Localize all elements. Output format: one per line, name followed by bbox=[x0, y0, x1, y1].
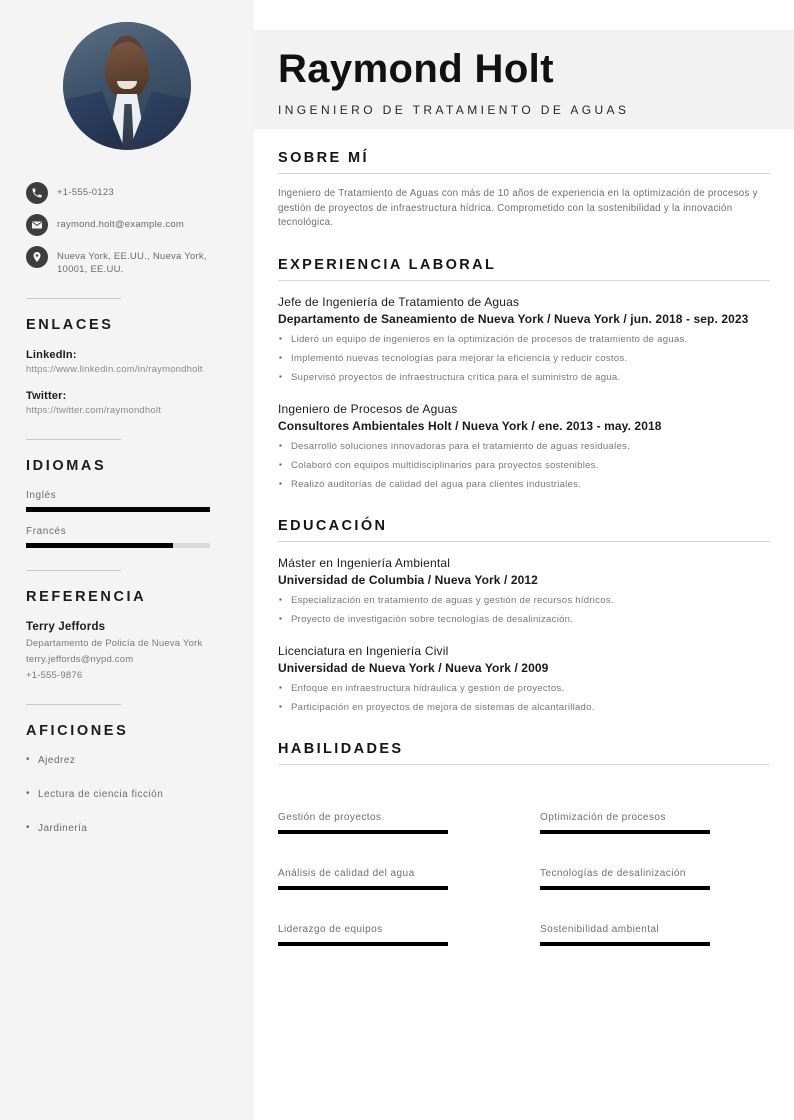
list-item: • Ajedrez bbox=[26, 755, 228, 766]
skill-name: Sostenibilidad ambiental bbox=[540, 923, 660, 935]
list-item: ▪ Desarrolló soluciones innovadoras para el tratamiento de aguas residuales. bbox=[278, 440, 770, 454]
link-label-twitter: Twitter: bbox=[26, 390, 67, 402]
main-body bbox=[278, 150, 770, 972]
list-item: ▪ Especialización en tratamiento de aguas y gestión de recursos hídricos. bbox=[278, 594, 770, 608]
contact-list bbox=[26, 182, 228, 276]
section-heading-education: EDUCACIÓN bbox=[278, 517, 388, 534]
about-text: Ingeniero de Tratamiento de Aguas con más de 10 años de experiencia en la optimización de procesos y gestión de proyectos de infraestructura hídrica. Comprometido con la sostenibilidad y la innovación tecnológica. bbox=[278, 188, 758, 228]
divider-links bbox=[26, 298, 121, 299]
link-item-twitter bbox=[26, 390, 228, 417]
section-heading-hobbies: AFICIONES bbox=[26, 723, 129, 739]
education-title: Máster en Ingeniería Ambiental bbox=[278, 555, 451, 570]
skill-item bbox=[278, 890, 510, 946]
page-title: Raymond Holt bbox=[278, 47, 554, 91]
reference-email[interactable]: terry.jeffords@nypd.com bbox=[26, 654, 134, 665]
section-experience bbox=[278, 257, 770, 492]
experience-entry bbox=[278, 401, 770, 492]
section-heading-reference: REFERENCIA bbox=[26, 589, 147, 605]
section-heading-skills: HABILIDADES bbox=[278, 740, 404, 757]
list-item: • Lectura de ciencia ficción bbox=[26, 789, 228, 800]
name-banner bbox=[254, 30, 794, 129]
job-title: INGENIERO DE TRATAMIENTO DE AGUAS bbox=[278, 103, 630, 117]
education-bullets bbox=[278, 682, 770, 715]
education-entry bbox=[278, 555, 770, 627]
language-item bbox=[26, 490, 228, 512]
skill-name: Gestión de proyectos bbox=[278, 811, 382, 823]
skill-name: Optimización de procesos bbox=[540, 811, 666, 823]
experience-title: Ingeniero de Procesos de Aguas bbox=[278, 401, 458, 416]
link-item-linkedin bbox=[26, 349, 228, 376]
language-bar-track bbox=[26, 507, 210, 512]
reference-phone: +1-555-9876 bbox=[26, 670, 83, 681]
skill-item bbox=[540, 890, 772, 946]
language-name: Inglés bbox=[26, 490, 57, 501]
section-heading-languages: IDIOMAS bbox=[26, 458, 107, 474]
list-item: • Jardinería bbox=[26, 823, 228, 834]
education-bullets bbox=[278, 594, 770, 627]
contact-phone bbox=[26, 182, 228, 204]
skill-item bbox=[278, 834, 510, 890]
language-bar-fill bbox=[26, 543, 173, 548]
section-education bbox=[278, 518, 770, 715]
list-item: ▪ Realizó auditorías de calidad del agua para clientes industriales. bbox=[278, 478, 770, 492]
email-text: raymond.holt@example.com bbox=[57, 219, 185, 230]
list-item: ▪ Lideró un equipo de ingenieros en la optimización de procesos de tratamiento de aguas. bbox=[278, 333, 770, 347]
skill-name: Liderazgo de equipos bbox=[278, 923, 383, 935]
section-rule bbox=[278, 173, 770, 174]
link-label-linkedin: LinkedIn: bbox=[26, 349, 77, 361]
language-item bbox=[26, 526, 228, 548]
experience-bullets bbox=[278, 440, 770, 492]
hobby-list bbox=[26, 755, 228, 834]
reference-organization: Departamento de Policía de Nueva York bbox=[26, 638, 203, 649]
education-meta: Universidad de Columbia / Nueva York / 2012 bbox=[278, 572, 538, 587]
section-heading-links: ENLACES bbox=[26, 317, 114, 333]
divider-reference bbox=[26, 570, 121, 571]
link-url-linkedin[interactable]: https://www.linkedin.com/in/raymondholt bbox=[26, 364, 203, 375]
list-item: ▪ Proyecto de investigación sobre tecnologías de desalinización. bbox=[278, 613, 770, 627]
experience-bullets bbox=[278, 333, 770, 385]
language-name: Francés bbox=[26, 526, 67, 537]
section-about bbox=[278, 150, 770, 231]
list-item: ▪ Participación en proyectos de mejora de sistemas de alcantarillado. bbox=[278, 701, 770, 715]
divider-hobbies bbox=[26, 704, 121, 705]
section-heading-experience: EXPERIENCIA LABORAL bbox=[278, 256, 497, 273]
skill-bar-fill bbox=[278, 942, 448, 946]
list-item: ▪ Supervisó proyectos de infraestructura crítica para el suministro de agua. bbox=[278, 371, 770, 385]
divider-languages bbox=[26, 439, 121, 440]
phone-text: +1-555-0123 bbox=[57, 187, 114, 198]
location-pin-icon bbox=[26, 246, 48, 268]
skill-item bbox=[540, 778, 772, 834]
language-bar-track bbox=[26, 543, 210, 548]
list-item: ▪ Colaboró con equipos multidisciplinarios para proyectos sostenibles. bbox=[278, 459, 770, 473]
skill-name: Análisis de calidad del agua bbox=[278, 867, 415, 879]
experience-meta: Consultores Ambientales Holt / Nueva York / ene. 2013 - may. 2018 bbox=[278, 418, 662, 433]
list-item: ▪ Implementó nuevas tecnologías para mejorar la eficiencia y reducir costos. bbox=[278, 352, 770, 366]
sidebar bbox=[0, 0, 254, 1120]
avatar bbox=[63, 22, 191, 150]
section-rule bbox=[278, 541, 770, 542]
skill-name: Tecnologías de desalinización bbox=[540, 867, 686, 879]
address-text: Nueva York, EE.UU., Nueva York, 10001, EE.UU. bbox=[57, 251, 207, 275]
experience-meta: Departamento de Saneamiento de Nueva York / Nueva York / jun. 2018 - sep. 2023 bbox=[278, 311, 749, 326]
skill-bar-fill bbox=[540, 942, 710, 946]
phone-icon bbox=[26, 182, 48, 204]
reference-name: Terry Jeffords bbox=[26, 621, 106, 633]
education-title: Licenciatura en Ingeniería Civil bbox=[278, 643, 449, 658]
envelope-icon bbox=[26, 214, 48, 236]
photo-head bbox=[105, 42, 149, 98]
education-meta: Universidad de Nueva York / Nueva York / 2009 bbox=[278, 660, 549, 675]
contact-email bbox=[26, 214, 228, 236]
link-url-twitter[interactable]: https://twitter.com/raymondholt bbox=[26, 405, 162, 416]
main-content bbox=[254, 0, 794, 1120]
section-skills bbox=[278, 741, 770, 946]
section-rule bbox=[278, 280, 770, 281]
language-bar-fill bbox=[26, 507, 210, 512]
profile-photo bbox=[63, 22, 191, 150]
section-heading-about: SOBRE MÍ bbox=[278, 150, 369, 166]
section-rule bbox=[278, 764, 770, 765]
skill-item bbox=[540, 834, 772, 890]
experience-entry bbox=[278, 294, 770, 385]
experience-title: Jefe de Ingeniería de Tratamiento de Aguas bbox=[278, 294, 520, 309]
skill-bar-track bbox=[278, 942, 448, 946]
list-item: ▪ Enfoque en infraestructura hidráulica y gestión de proyectos. bbox=[278, 682, 770, 696]
education-entry bbox=[278, 643, 770, 715]
contact-address bbox=[26, 246, 228, 276]
skill-bar-track bbox=[540, 942, 710, 946]
skill-item bbox=[278, 778, 510, 834]
skills-grid bbox=[278, 778, 770, 946]
